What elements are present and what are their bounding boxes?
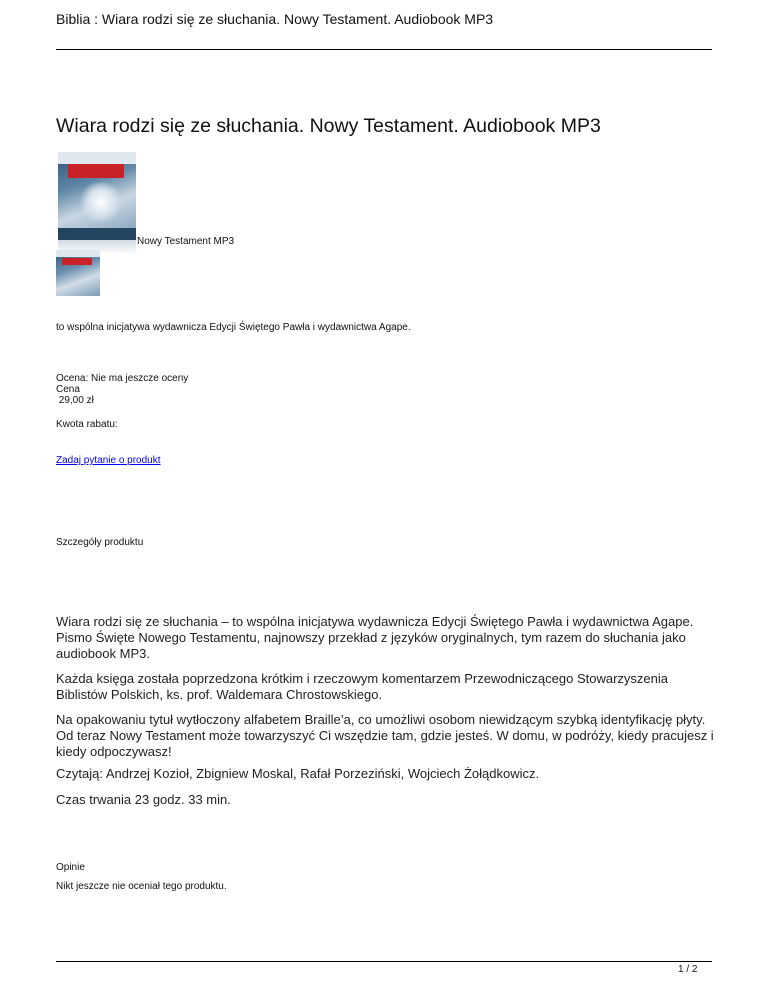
thumbnail-title-plate bbox=[62, 258, 92, 265]
description-paragraph-5: Czas trwania 23 godz. 33 min. bbox=[56, 792, 231, 807]
product-title: Wiara rodzi się ze słuchania. Nowy Testament. Audiobook MP3 bbox=[56, 115, 601, 137]
cover-bottom-band bbox=[58, 228, 136, 240]
ask-question-link[interactable]: Zadaj pytanie o produkt bbox=[56, 455, 161, 466]
description-paragraph-2: Każda księga została poprzedzona krótkim i rzeczowym komentarzem Przewodniczącego Stowarzyszenia Biblistów Polskich, ks. prof. Waldemara Chrostowskiego. bbox=[56, 671, 668, 702]
thumbnail-top-band bbox=[56, 250, 100, 257]
price-value: 29,00 zł bbox=[56, 395, 94, 406]
description-paragraph-4: Czytają: Andrzej Kozioł, Zbigniew Moskal, Rafał Porzeziński, Wojciech Żołądkowicz. bbox=[56, 766, 540, 781]
rating-text: Ocena: Nie ma jeszcze oceny bbox=[56, 373, 189, 384]
description-paragraph-3: Na opakowaniu tytuł wytłoczony alfabetem Braille’a, co umożliwi osobom niewidzącym szybką identyfikację płyty. Od teraz Nowy Testament może towarzyszyć Ci wszędzie tam, gdzie jesteś. W domu, w podróży, kiedy pracujesz i kiedy odpoczywasz! bbox=[56, 712, 714, 759]
footer-divider bbox=[56, 961, 712, 962]
cover-title-plate bbox=[68, 164, 124, 178]
reviews-heading: Opinie bbox=[56, 862, 85, 873]
description-paragraph-1: Wiara rodzi się ze słuchania – to wspólna inicjatywa wydawnicza Edycji Świętego Pawła i wydawnictwa Agape. Pismo Święte Nowego Testamentu, najnowszy przekład z języków oryginalnych, tym razem do słuchania jako audiobook MP3. bbox=[56, 614, 694, 661]
price-label: Cena bbox=[56, 384, 80, 395]
image-caption: Nowy Testament MP3 bbox=[137, 236, 235, 247]
cover-top-band bbox=[58, 152, 136, 164]
page-header-title: Biblia : Wiara rodzi się ze słuchania. Nowy Testament. Audiobook MP3 bbox=[56, 11, 494, 27]
short-description: to wspólna inicjatywa wydawnicza Edycji Świętego Pawła i wydawnictwa Agape. bbox=[56, 322, 411, 333]
reviews-empty-text: Nikt jeszcze nie oceniał tego produktu. bbox=[56, 881, 227, 892]
product-cover-image[interactable] bbox=[58, 152, 136, 240]
header-divider bbox=[56, 49, 712, 50]
discount-label: Kwota rabatu: bbox=[56, 419, 118, 430]
product-details-heading: Szczegóły produktu bbox=[56, 537, 144, 548]
cover-hands-illustration bbox=[78, 182, 124, 222]
product-thumbnail-image[interactable] bbox=[56, 250, 100, 296]
page-number: 1 / 2 bbox=[678, 964, 698, 975]
